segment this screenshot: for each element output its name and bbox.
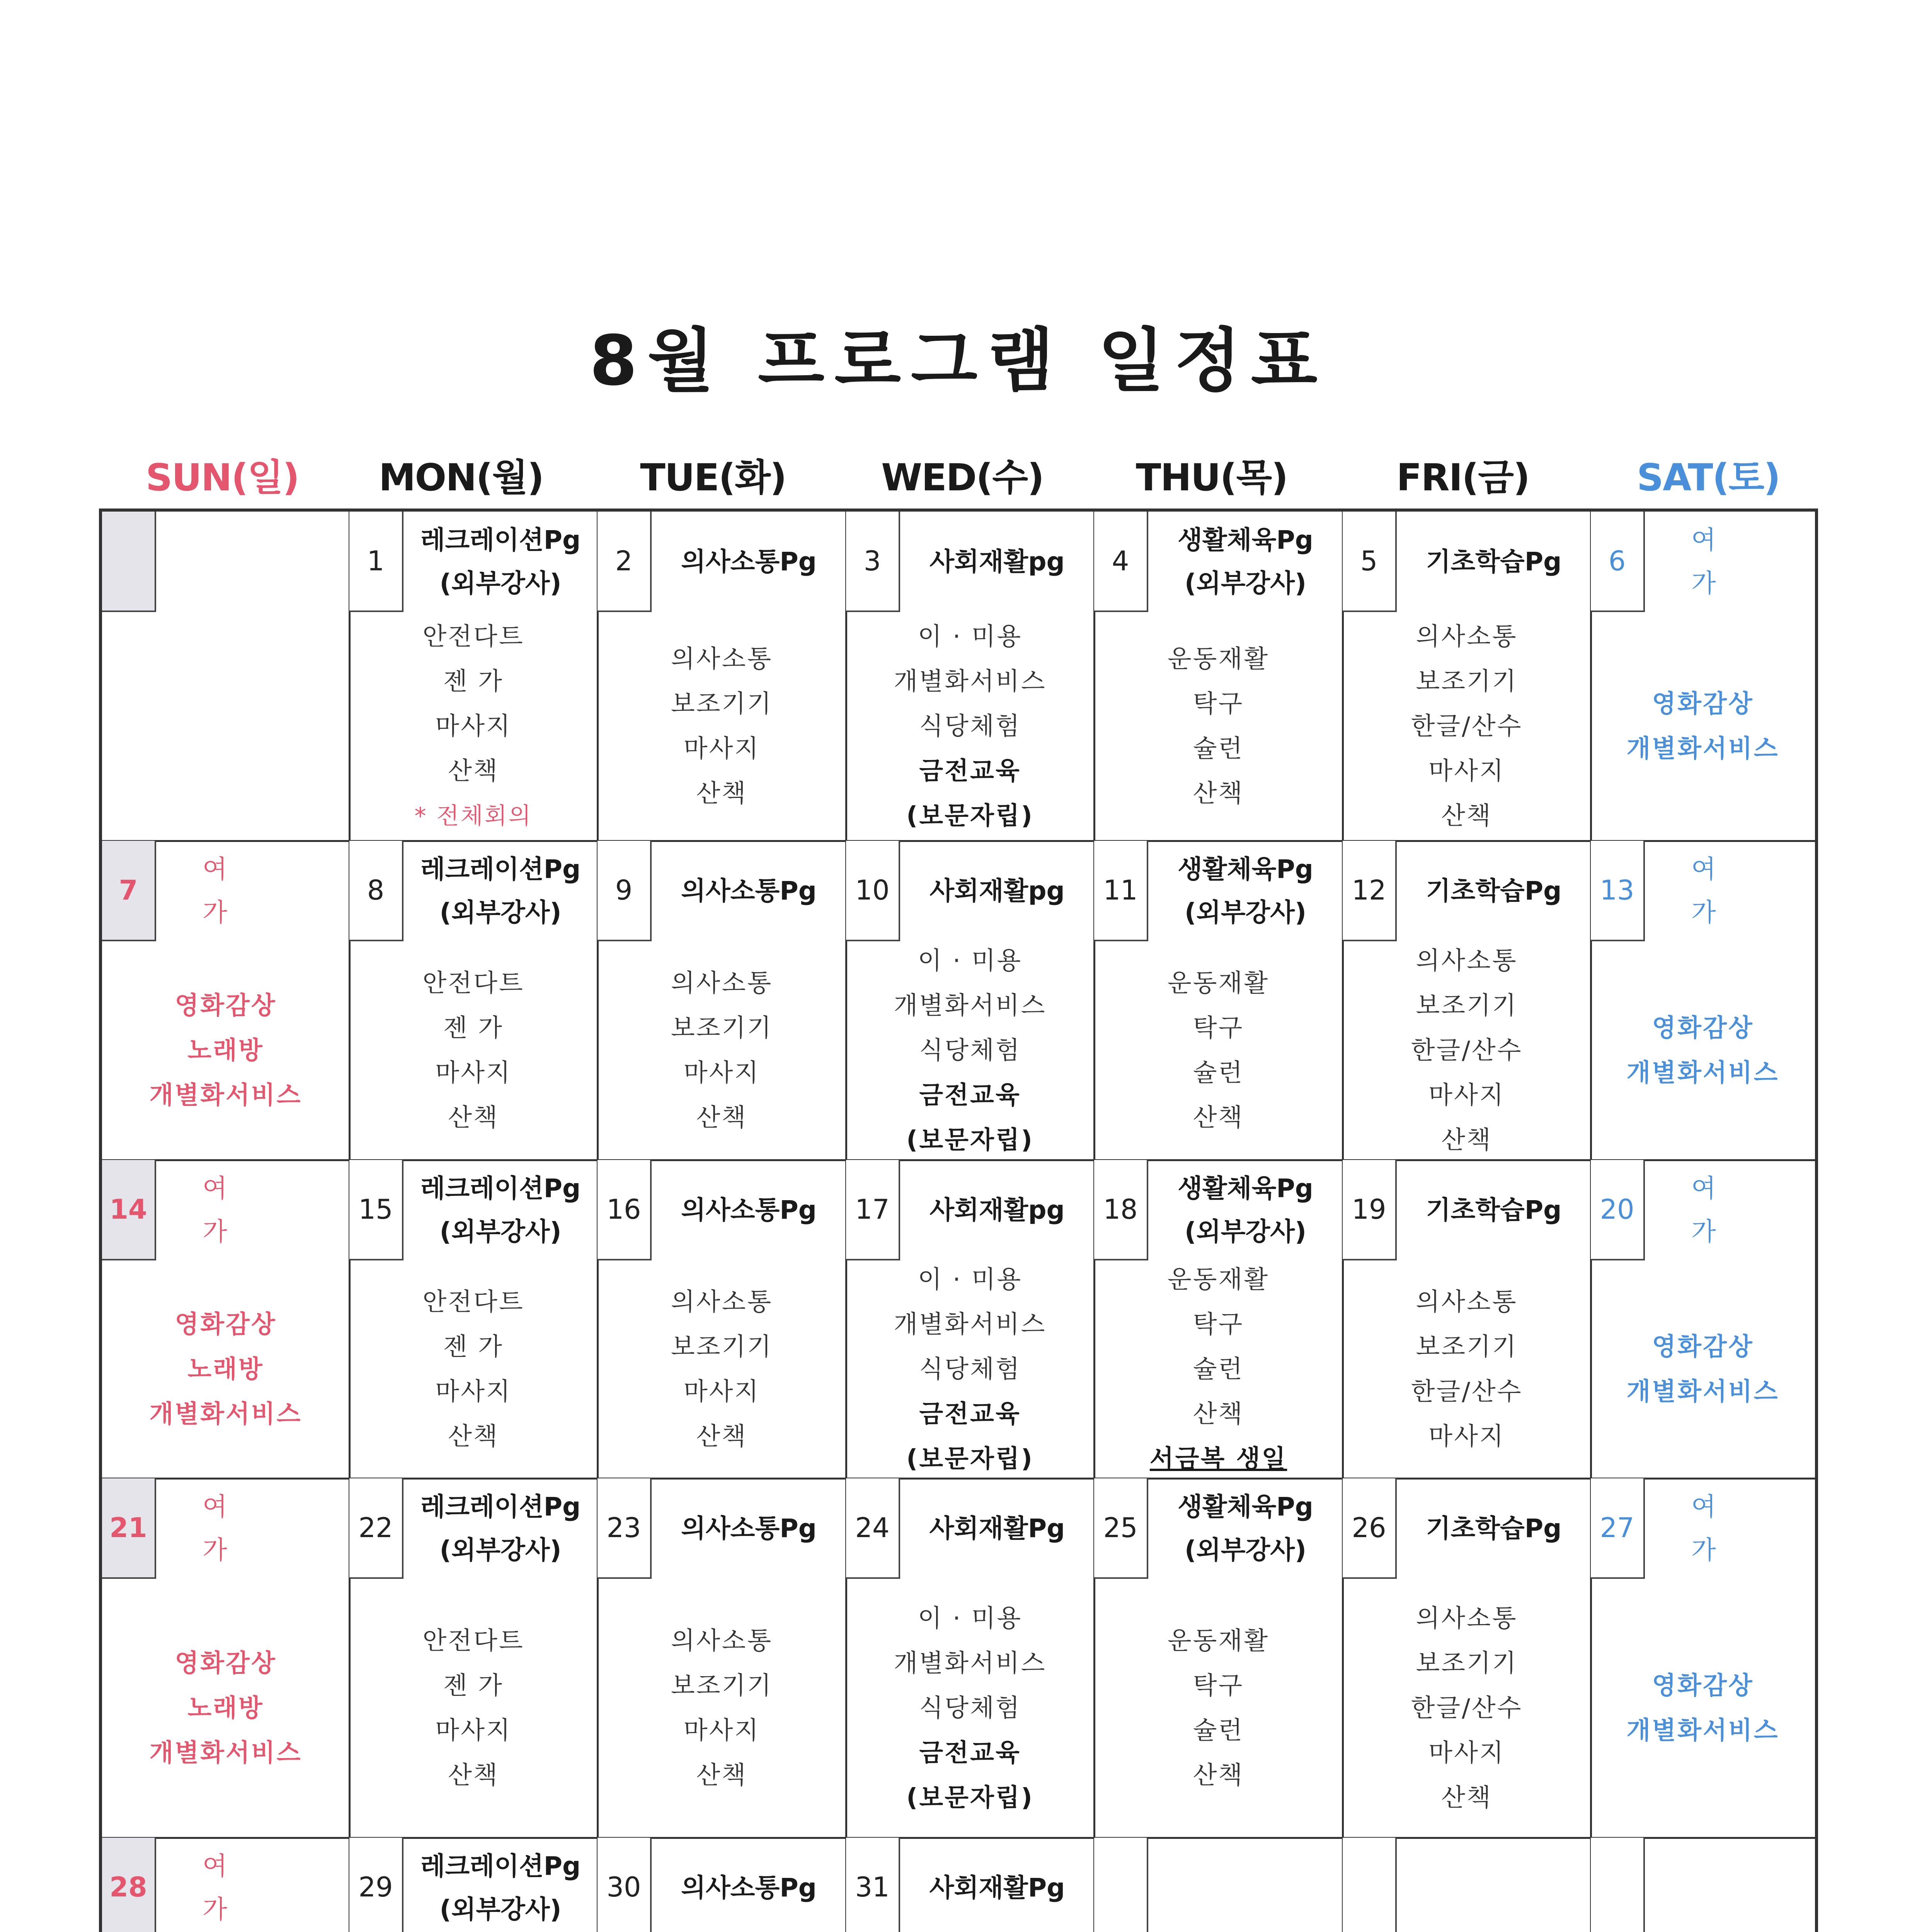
program-title (403, 512, 598, 612)
activity-item: 이 · 미용 (918, 622, 1023, 651)
program-title-line: 의사소통Pg (681, 1514, 817, 1543)
day-number: 8 (349, 841, 403, 941)
activity-item: 운동재활 (1167, 645, 1270, 673)
program-title (900, 1160, 1094, 1260)
program-title-line: 생활체육Pg (1178, 1173, 1313, 1203)
program-title (900, 1478, 1094, 1579)
program-title (1148, 512, 1343, 612)
activity-list (846, 1264, 1094, 1475)
activity-item: 마사지 (683, 1378, 760, 1406)
activity-item: 개별화서비스 (1626, 1059, 1779, 1087)
activity-item: 마사지 (435, 712, 512, 741)
program-title (1645, 1838, 1815, 1932)
activity-item: 개별화서비스 (894, 1310, 1047, 1339)
activity-item: 마사지 (435, 1378, 512, 1406)
program-title (403, 1838, 598, 1932)
activity-item: (보문자립) (906, 1784, 1034, 1812)
activity-item: 한글/산수 (1411, 1036, 1523, 1065)
activity-item: 안전다트 (422, 1627, 524, 1655)
day-cell-fri (1343, 841, 1591, 1160)
activity-item: 개별화서비스 (1626, 1716, 1779, 1745)
activity-item: 탁구 (1193, 1672, 1244, 1700)
program-title-line: 생활체육Pg (1178, 525, 1313, 555)
activity-item: 의사소통 (1416, 947, 1518, 975)
day-cell-mon (349, 1838, 598, 1932)
day-cell-tue (598, 1838, 846, 1932)
day-number: 10 (846, 841, 900, 941)
activity-item: 금전교육 (919, 757, 1021, 786)
day-header-sat: SAT(토) (1637, 456, 1780, 499)
activity-item: 노래방 (187, 1355, 264, 1384)
activity-item: 보조기기 (1416, 1333, 1518, 1361)
program-title-line: (외부강사) (1184, 898, 1307, 927)
activity-item: 산책 (696, 1422, 747, 1451)
program-title-line: 여가 (203, 854, 285, 927)
day-number: 6 (1591, 512, 1645, 612)
activity-list (102, 616, 349, 837)
day-number: 28 (102, 1838, 156, 1932)
day-number: 30 (598, 1838, 652, 1932)
program-title-line: 레크레이션Pg (420, 854, 581, 884)
program-title (900, 1838, 1094, 1932)
program-title-line: (외부강사) (1184, 568, 1307, 598)
day-header-tue: TUE(화) (640, 456, 786, 499)
activity-item: 영화감상 (175, 1310, 277, 1339)
program-title-line: (외부강사) (1184, 1535, 1307, 1565)
activity-item: 개별화서비스 (149, 1081, 302, 1110)
program-title-line: 사회재활Pg (929, 1514, 1065, 1543)
activity-item: 한글/산수 (1411, 1694, 1523, 1723)
activity-item: 산책 (1193, 1761, 1244, 1790)
activity-item: 마사지 (1428, 757, 1505, 786)
activity-item: 개별화서비스 (894, 667, 1047, 696)
activity-item: 산책 (696, 1104, 747, 1132)
day-cell-tue (598, 1478, 846, 1838)
day-cell-sat (1591, 1478, 1815, 1838)
program-title (403, 1478, 598, 1579)
activity-item: 슐런 (1193, 735, 1244, 763)
day-cell-fri (1343, 1838, 1591, 1932)
program-title (652, 1478, 846, 1579)
activity-item: 의사소통 (1416, 622, 1518, 651)
day-cell-sat (1591, 1838, 1815, 1932)
program-title-line: 기초학습Pg (1426, 547, 1562, 577)
program-title (1148, 1838, 1343, 1932)
day-header-mon: MON(월) (379, 456, 543, 499)
activity-list (1094, 1264, 1343, 1475)
activity-list (1591, 616, 1815, 837)
activity-item: 개별화서비스 (894, 1649, 1047, 1678)
day-number: 11 (1094, 841, 1148, 941)
activity-list (846, 945, 1094, 1156)
activity-item: 영화감상 (1652, 1333, 1754, 1361)
activity-item: 영화감상 (1652, 1014, 1754, 1043)
day-cell-sun (102, 1160, 349, 1478)
program-title (1645, 512, 1815, 612)
activity-item: 슐런 (1193, 1355, 1244, 1384)
program-title (156, 841, 349, 941)
activity-item: 이 · 미용 (918, 1265, 1023, 1294)
day-number: 12 (1343, 841, 1397, 941)
program-title (652, 1838, 846, 1932)
activity-item: 보조기기 (671, 690, 773, 718)
program-title-line: 기초학습Pg (1426, 876, 1562, 906)
day-cell-sat (1591, 1160, 1815, 1478)
program-title-line: 사회재활pg (930, 876, 1065, 906)
activity-item: 마사지 (1428, 1422, 1505, 1451)
activity-item: 산책 (448, 1104, 499, 1132)
activity-item: 산책 (1441, 1126, 1492, 1155)
day-number (1094, 1838, 1148, 1932)
activity-item: 개별화서비스 (149, 1400, 302, 1429)
activity-item: 금전교육 (919, 1739, 1021, 1767)
day-number: 2 (598, 512, 652, 612)
day-number: 20 (1591, 1160, 1645, 1260)
program-title-line: 사회재활pg (930, 1195, 1065, 1225)
activity-item: * 전체회의 (414, 803, 533, 830)
program-title-line: (외부강사) (439, 1535, 562, 1565)
day-cell-wed (846, 1478, 1094, 1838)
activity-item: 금전교육 (919, 1081, 1021, 1110)
activity-list (598, 616, 846, 837)
program-title-line: 여가 (203, 1851, 285, 1924)
day-number: 14 (102, 1160, 156, 1260)
program-title (156, 1160, 349, 1260)
activity-item: 개별화서비스 (1626, 735, 1779, 763)
activity-item: 탁구 (1193, 690, 1244, 718)
program-title (1645, 1478, 1815, 1579)
activity-list (846, 616, 1094, 837)
activity-item: 영화감상 (1652, 1672, 1754, 1700)
activity-item: 식당체험 (919, 1694, 1021, 1723)
page-title: 8월 프로그램 일정표 (589, 321, 1328, 401)
program-title-line: 여가 (203, 1492, 285, 1565)
day-number (102, 512, 156, 612)
day-cell-mon (349, 1478, 598, 1838)
day-cell-thu (1094, 1478, 1343, 1838)
activity-list (1591, 1583, 1815, 1834)
activity-list (102, 1583, 349, 1834)
day-cell-sun (102, 1478, 349, 1838)
activity-item: 식당체험 (919, 712, 1021, 741)
calendar-grid (99, 509, 1818, 1932)
activity-item: 영화감상 (175, 992, 277, 1020)
day-number: 7 (102, 841, 156, 941)
program-title (900, 841, 1094, 941)
activity-item: 노래방 (187, 1694, 264, 1723)
day-cell-sun (102, 1838, 349, 1932)
activity-item: 산책 (1441, 802, 1492, 830)
day-number: 24 (846, 1478, 900, 1579)
activity-list (1094, 945, 1343, 1156)
day-number: 1 (349, 512, 403, 612)
activity-item: (보문자립) (906, 1445, 1034, 1473)
activity-item: 의사소통 (1416, 1288, 1518, 1316)
activity-item: 보조기기 (671, 1333, 773, 1361)
day-number: 19 (1343, 1160, 1397, 1260)
activity-item: 산책 (696, 779, 747, 808)
day-number: 16 (598, 1160, 652, 1260)
activity-item: 산책 (696, 1761, 747, 1790)
day-number: 29 (349, 1838, 403, 1932)
activity-item: 마사지 (683, 1059, 760, 1087)
activity-item: 마사지 (683, 735, 760, 763)
activity-item: 의사소통 (671, 1288, 773, 1316)
activity-item: 운동재활 (1167, 1627, 1270, 1655)
program-title (1397, 1160, 1591, 1260)
day-cell-wed (846, 512, 1094, 841)
program-title-line: 레크레이션Pg (420, 1492, 581, 1522)
activity-item: 슐런 (1193, 1716, 1244, 1745)
program-title-line: 여가 (1691, 1173, 1774, 1247)
activity-item: 한글/산수 (1411, 712, 1523, 741)
program-title (1645, 1160, 1815, 1260)
day-cell-mon (349, 841, 598, 1160)
activity-item: 젠 가 (443, 1672, 504, 1700)
activity-item: 젠 가 (443, 1333, 504, 1361)
activity-list (598, 1264, 846, 1475)
activity-item: 산책 (1193, 1104, 1244, 1132)
program-title (1397, 1478, 1591, 1579)
activity-item: 개별화서비스 (1626, 1378, 1779, 1406)
activity-item: 보조기기 (1416, 992, 1518, 1020)
day-cell-sat (1591, 841, 1815, 1160)
program-title-line: (외부강사) (439, 1217, 562, 1247)
activity-list (1591, 1264, 1815, 1475)
program-title-line: 기초학습Pg (1426, 1514, 1562, 1543)
program-title (1148, 1160, 1343, 1260)
day-number: 25 (1094, 1478, 1148, 1579)
program-title-line: 레크레이션Pg (420, 1851, 581, 1881)
activity-item: 산책 (1193, 1400, 1244, 1429)
day-number: 3 (846, 512, 900, 612)
program-title-line: 의사소통Pg (681, 547, 817, 577)
activity-item: (보문자립) (906, 802, 1034, 830)
program-title-line: 사회재활pg (930, 547, 1065, 577)
program-title (1148, 1478, 1343, 1579)
day-number: 18 (1094, 1160, 1148, 1260)
program-title-line: 사회재활Pg (929, 1873, 1065, 1903)
activity-item: 서금복 생일 (1149, 1445, 1287, 1473)
activity-list (1591, 945, 1815, 1156)
program-title (1397, 841, 1591, 941)
day-cell-sun (102, 512, 349, 841)
program-title-line: 여가 (1691, 854, 1774, 927)
program-title-line: (외부강사) (439, 898, 562, 927)
day-cell-mon (349, 1160, 598, 1478)
activity-item: (보문자립) (906, 1126, 1034, 1155)
activity-item: 한글/산수 (1411, 1378, 1523, 1406)
activity-item: 의사소통 (1416, 1604, 1518, 1633)
day-number (1343, 1838, 1397, 1932)
program-title (156, 1478, 349, 1579)
activity-item: 탁구 (1193, 1014, 1244, 1043)
activity-item: 의사소통 (671, 969, 773, 998)
activity-item: 마사지 (683, 1716, 760, 1745)
activity-item: 산책 (1441, 1784, 1492, 1812)
day-number: 31 (846, 1838, 900, 1932)
program-title-line: 여가 (203, 1173, 285, 1247)
activity-list (102, 945, 349, 1156)
day-header-wed: WED(수) (881, 456, 1044, 499)
activity-list (349, 945, 598, 1156)
activity-list (598, 945, 846, 1156)
day-number: 17 (846, 1160, 900, 1260)
activity-item: 안전다트 (422, 1288, 524, 1316)
activity-item: 이 · 미용 (918, 947, 1023, 975)
program-title (1397, 512, 1591, 612)
program-title (1148, 841, 1343, 941)
program-title-line: 레크레이션Pg (420, 525, 581, 555)
day-cell-fri (1343, 512, 1591, 841)
activity-item: 보조기기 (1416, 667, 1518, 696)
program-title (652, 1160, 846, 1260)
day-number: 5 (1343, 512, 1397, 612)
activity-list (846, 1583, 1094, 1834)
day-number: 21 (102, 1478, 156, 1579)
program-title (1397, 1838, 1591, 1932)
activity-list (1343, 945, 1591, 1156)
day-cell-thu (1094, 1160, 1343, 1478)
activity-item: 탁구 (1193, 1310, 1244, 1339)
day-number: 13 (1591, 841, 1645, 941)
activity-item: 마사지 (1428, 1081, 1505, 1110)
program-title (156, 512, 349, 612)
activity-item: 의사소통 (671, 645, 773, 673)
activity-item: 산책 (1193, 779, 1244, 808)
day-cell-thu (1094, 1838, 1343, 1932)
day-cell-fri (1343, 1478, 1591, 1838)
program-title-line: (외부강사) (439, 568, 562, 598)
program-title-line: 생활체육Pg (1178, 1492, 1313, 1522)
program-title (652, 841, 846, 941)
day-cell-thu (1094, 512, 1343, 841)
activity-list (1343, 616, 1591, 837)
day-number: 15 (349, 1160, 403, 1260)
day-headers (0, 448, 1917, 502)
activity-item: 영화감상 (175, 1649, 277, 1678)
day-number: 9 (598, 841, 652, 941)
activity-item: 마사지 (1428, 1739, 1505, 1767)
activity-item: 개별화서비스 (894, 992, 1047, 1020)
program-title-line: 여가 (1691, 1492, 1774, 1565)
activity-list (1343, 1583, 1591, 1834)
program-title-line: (외부강사) (1184, 1217, 1307, 1247)
activity-item: 노래방 (187, 1036, 264, 1065)
activity-item: 식당체험 (919, 1036, 1021, 1065)
activity-item: 이 · 미용 (918, 1604, 1023, 1633)
day-cell-mon (349, 512, 598, 841)
activity-item: 산책 (448, 757, 499, 786)
activity-item: 보조기기 (671, 1014, 773, 1043)
activity-item: 안전다트 (422, 622, 524, 651)
activity-item: 금전교육 (919, 1400, 1021, 1429)
activity-item: 안전다트 (422, 969, 524, 998)
program-title-line: 생활체육Pg (1178, 854, 1313, 884)
program-title (403, 1160, 598, 1260)
activity-item: 산책 (448, 1422, 499, 1451)
day-number: 23 (598, 1478, 652, 1579)
day-header-fri: FRI(금) (1396, 456, 1529, 499)
program-title (652, 512, 846, 612)
activity-item: 젠 가 (443, 667, 504, 696)
activity-list (1094, 1583, 1343, 1834)
activity-item: 보조기기 (1416, 1649, 1518, 1678)
program-title-line: 의사소통Pg (681, 876, 817, 906)
day-number: 22 (349, 1478, 403, 1579)
activity-list (598, 1583, 846, 1834)
activity-item: 슐런 (1193, 1059, 1244, 1087)
activity-item: 보조기기 (671, 1672, 773, 1700)
program-title-line: 의사소통Pg (681, 1873, 817, 1903)
activity-item: 식당체험 (919, 1355, 1021, 1384)
activity-list (1343, 1264, 1591, 1475)
day-header-thu: THU(목) (1136, 456, 1288, 499)
activity-list (102, 1264, 349, 1475)
program-title-line: 레크레이션Pg (420, 1173, 581, 1203)
day-header-sun: SUN(일) (146, 456, 299, 499)
activity-item: 산책 (448, 1761, 499, 1790)
day-number: 26 (1343, 1478, 1397, 1579)
activity-item: 마사지 (435, 1716, 512, 1745)
program-title-line: 기초학습Pg (1426, 1195, 1562, 1225)
activity-item: 운동재활 (1167, 969, 1270, 998)
day-cell-thu (1094, 841, 1343, 1160)
activity-list (349, 1264, 598, 1475)
activity-item: 영화감상 (1652, 690, 1754, 718)
program-title (156, 1838, 349, 1932)
program-title (900, 512, 1094, 612)
day-number: 27 (1591, 1478, 1645, 1579)
day-number (1591, 1838, 1645, 1932)
day-cell-wed (846, 841, 1094, 1160)
day-cell-wed (846, 1160, 1094, 1478)
program-title-line: 의사소통Pg (681, 1195, 817, 1225)
day-cell-tue (598, 512, 846, 841)
day-cell-sun (102, 841, 349, 1160)
activity-item: 젠 가 (443, 1014, 504, 1043)
program-title-line: (외부강사) (439, 1895, 562, 1924)
program-title-line: 여가 (1691, 525, 1774, 598)
activity-list (349, 616, 598, 837)
activity-item: 마사지 (435, 1059, 512, 1087)
day-number: 4 (1094, 512, 1148, 612)
program-title (403, 841, 598, 941)
day-cell-tue (598, 1160, 846, 1478)
day-cell-sat (1591, 512, 1815, 841)
program-title (1645, 841, 1815, 941)
activity-item: 개별화서비스 (149, 1739, 302, 1767)
day-cell-wed (846, 1838, 1094, 1932)
day-cell-fri (1343, 1160, 1591, 1478)
activity-item: 운동재활 (1167, 1265, 1270, 1294)
activity-item: 의사소통 (671, 1627, 773, 1655)
activity-list (1094, 616, 1343, 837)
day-cell-tue (598, 841, 846, 1160)
activity-list (349, 1583, 598, 1834)
